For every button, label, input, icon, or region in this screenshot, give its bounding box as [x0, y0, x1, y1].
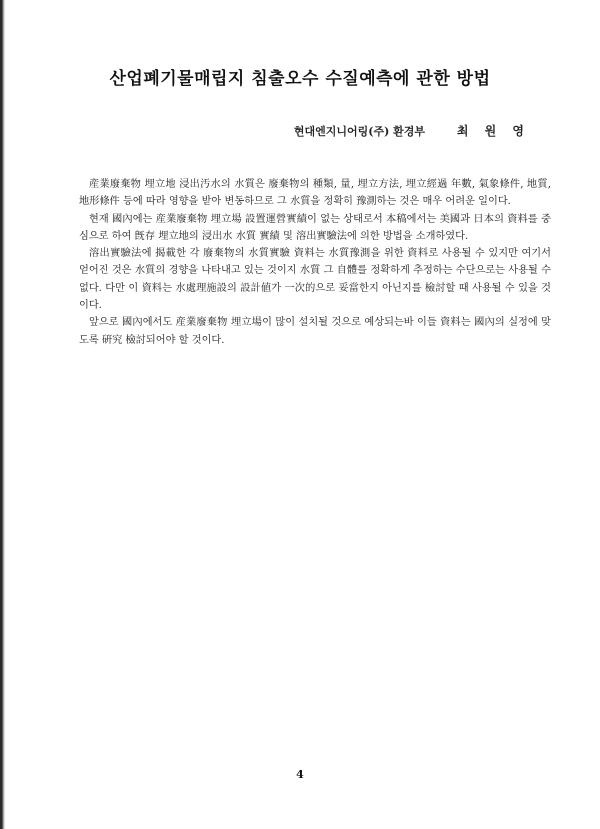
- abstract-paragraph-4: 앞으로 國內에서도 産業廢棄物 埋立場이 많이 설치될 것으로 예상되는바 이들 資料는 國內의 실정에 맞도록 硏究 檢討되어야 할 것이다.: [79, 317, 551, 346]
- abstract-paragraph-2: 현재 國內에는 産業廢棄物 埋立場 設置運營實績이 없는 상태로서 本稿에서는 美國과 日本의 資料를 중심으로 하여 旣存 埋立地의 浸出水 水質 實績 및 溶出實驗法에 의한 방법을 소개하였다.: [79, 213, 551, 242]
- page-number: 4: [296, 768, 304, 781]
- author-line: [294, 122, 530, 139]
- abstract-body: [79, 176, 551, 349]
- author-affiliation: 현대엔지니어링(주) 환경부: [293, 125, 426, 138]
- abstract-paragraph-3: 溶出實驗法에 揭載한 각 廢棄物의 水質實驗 資料는 水質豫測을 위한 資料로 사용될 수 있지만 여기서 얻어진 것은 水質의 경향을 나타내고 있는 것이지 水質 그 自體를 정확하게 추정하는 수단으로는 사용될 수 없다. 다만 이 資料는 水處理施設의 設計値가 一次的으로 妥當한지 아닌지를 檢討할 때 사용될 수 있을 것이다.: [79, 248, 551, 312]
- author-name: 최 원 영: [456, 124, 530, 138]
- abstract-paragraph-1: 産業廢棄物 埋立地 浸出汚水의 水質은 廢棄物의 種類, 量, 埋立方法, 埋立經過 年數, 氣象條件, 地質, 地形條件 등에 따라 영향을 받아 변동하므로 그 水質을 정확히 豫測하는 것은 매우 어려운 일이다.: [79, 179, 551, 208]
- page-title: 산업폐기물매립지 침출오수 수질예측에 관한 방법: [109, 69, 491, 89]
- page-edge-shadow: [0, 0, 5, 829]
